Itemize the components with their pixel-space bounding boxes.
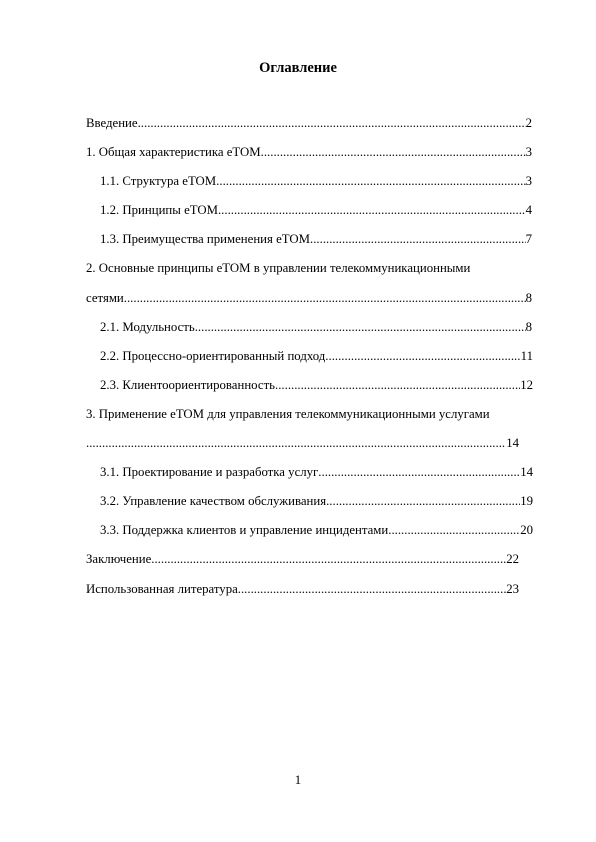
toc-entry-label: 1. Общая характеристика eTOM <box>86 145 261 160</box>
toc-entry-label: 3.1. Проектирование и разработка услуг <box>100 465 319 480</box>
toc-entry-section-1-2[interactable] <box>86 196 532 225</box>
toc-entry-page: 4 <box>525 203 532 218</box>
toc-entry-section-3-3[interactable] <box>86 516 533 545</box>
toc-entry-references[interactable] <box>86 575 519 604</box>
dot-leader <box>138 109 526 138</box>
toc-entry-label: 1.3. Преимущества применения eTOM <box>100 232 311 247</box>
dot-leader <box>216 167 525 196</box>
toc-entry-page: 8 <box>525 290 532 305</box>
toc-entry-label: 1.2. Принципы eTOM <box>100 203 218 218</box>
toc-entry-page: 19 <box>520 494 533 509</box>
dot-leader <box>261 138 526 167</box>
toc-entry-page: 11 <box>520 348 533 363</box>
toc-entry-label: 3.2. Управление качеством обслуживания <box>100 494 327 509</box>
dot-leader <box>318 458 520 487</box>
table-of-contents <box>86 109 532 604</box>
toc-entry-introduction[interactable] <box>86 109 532 138</box>
toc-entry-conclusion[interactable] <box>86 545 519 574</box>
toc-entry-section-3-2[interactable] <box>86 487 533 516</box>
toc-entry-page: 23 <box>506 581 519 596</box>
toc-entry-page: 14 <box>506 436 519 451</box>
toc-entry-page: 14 <box>520 465 533 480</box>
toc-entry-label: Введение <box>86 116 138 130</box>
toc-entry-page: 22 <box>506 552 519 567</box>
toc-entry-label: 2.3. Клиентоориентированность <box>100 377 276 392</box>
toc-entry-label: 2.2. Процессно-ориентированный подход <box>100 348 326 363</box>
toc-entry-page: 12 <box>520 377 533 392</box>
toc-entry-section-3-1[interactable] <box>86 458 533 487</box>
toc-entry-label: 1.1. Структура eTOM <box>100 174 217 189</box>
toc-entry-page: 8 <box>525 319 532 334</box>
toc-entry-page: 20 <box>520 523 533 538</box>
toc-entry-section-2-2[interactable] <box>86 342 533 371</box>
page-title: Оглавление <box>259 60 337 76</box>
dot-leader <box>124 284 526 313</box>
dot-leader <box>238 575 506 604</box>
toc-entry-section-1[interactable] <box>86 138 532 167</box>
toc-entry-page: 3 <box>525 174 532 189</box>
toc-entry-page: 2 <box>525 116 532 130</box>
toc-entry-label: Использованная литература <box>86 581 238 596</box>
toc-entry-page: 3 <box>525 145 532 160</box>
toc-entry-section-2-line2[interactable] <box>86 284 532 313</box>
toc-entry-label: Заключение <box>86 552 152 567</box>
toc-entry-label: 2. Основные принципы eTOM в управлении телекоммуникационными <box>86 261 471 276</box>
page-number: 1 <box>294 773 302 787</box>
toc-entry-section-3-line1[interactable] <box>86 400 532 429</box>
toc-entry-section-3-line2[interactable] <box>86 429 519 458</box>
toc-entry-label: 3.3. Поддержка клиентов и управление инцидентами <box>100 523 389 538</box>
toc-entry-section-2-3[interactable] <box>86 371 533 400</box>
dot-leader <box>218 196 526 225</box>
dot-leader <box>388 516 520 545</box>
toc-entry-label: 2.1. Модульность <box>100 319 195 334</box>
toc-entry-section-1-1[interactable] <box>86 167 532 196</box>
toc-entry-section-2-1[interactable] <box>86 313 532 342</box>
toc-entry-label: 3. Применение eTOM для управления телекоммуникационными услугами <box>86 406 490 421</box>
dot-leader <box>151 545 506 574</box>
dot-leader <box>325 342 520 371</box>
toc-entry-section-2-line1[interactable] <box>86 254 532 283</box>
dot-leader <box>275 371 520 400</box>
dot-leader <box>195 313 526 342</box>
toc-entry-section-1-3[interactable] <box>86 225 532 254</box>
dot-leader <box>86 429 506 458</box>
toc-entry-page: 7 <box>525 232 532 247</box>
dot-leader <box>310 225 526 254</box>
dot-leader <box>326 487 520 516</box>
toc-entry-label: сетями <box>86 290 124 305</box>
